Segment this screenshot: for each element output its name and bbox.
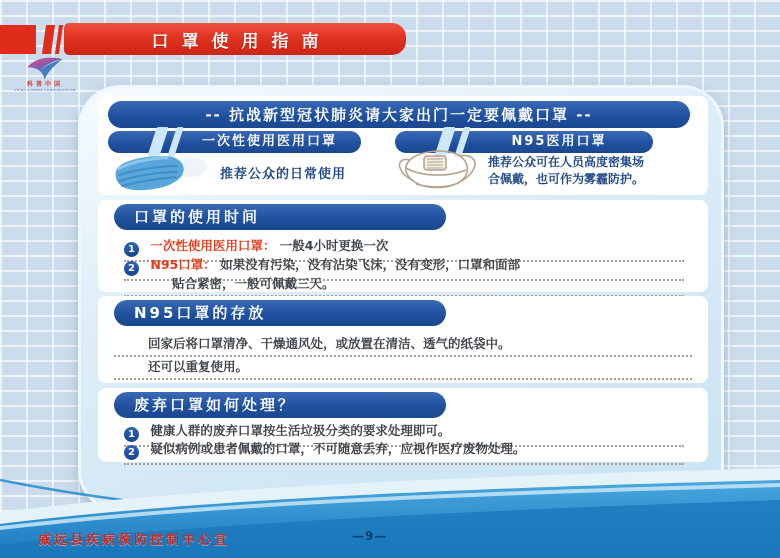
header-red-stripe-thin	[55, 25, 63, 54]
disposal-item-1-text: 健康人群的废弃口罩按生活垃圾分类的要求处理即可。	[150, 423, 451, 438]
page-title: 口罩使用指南	[151, 31, 332, 52]
usage-item-1-text: 一般4小时更换一次	[279, 238, 389, 253]
card-usage-time	[98, 200, 708, 292]
usage-item-2-label: N95口罩：	[150, 257, 216, 272]
mask-type-label: N95医用口罩	[511, 134, 607, 149]
disposable-mask-caption: 推荐公众的日常使用	[220, 167, 347, 182]
storage-line-1: 回家后将口罩清净、干燥通风处，或放置在清洁、透气的纸袋中。	[114, 334, 692, 357]
logo-name: 科普中国	[26, 81, 63, 88]
campaign-banner-text: -- 抗战新型冠状肺炎请大家出门一定要佩戴口罩 --	[205, 106, 593, 124]
card-n95-storage	[98, 296, 708, 383]
mask-type-pill-disposable	[108, 131, 361, 153]
usage-item-1-label: 一次性使用医用口罩：	[150, 238, 276, 253]
section-title-disposal: 废弃口罩如何处理？	[114, 392, 446, 418]
logo-subtitle: CHINA SCIENCE COMMUNICATION	[14, 88, 76, 92]
item-number-badge: 1	[124, 427, 139, 442]
card-disposal	[98, 388, 708, 462]
item-number-badge: 2	[124, 261, 139, 276]
usage-item-2-text: 如果没有污染，没有沾染飞沫，没有变形，口罩和面部	[220, 257, 521, 272]
disposal-item-2-text: 疑似病例或患者佩戴的口罩，不可随意丢弃，应视作医疗废物处理。	[150, 441, 526, 456]
n95-caption-line1: 推荐公众可在人员高度密集场	[488, 155, 645, 169]
page-title-banner	[64, 23, 406, 55]
n95-caption-line2: 合佩戴，也可作为雾霾防护。	[488, 172, 645, 186]
kepu-china-logo	[14, 55, 76, 101]
page-number: —9—	[352, 529, 388, 543]
item-number-badge: 1	[124, 242, 139, 257]
n95-mask-caption	[488, 154, 644, 188]
item-number-badge: 2	[124, 445, 139, 460]
campaign-banner	[108, 101, 690, 128]
n95-mask-illustration	[396, 146, 482, 192]
usage-item-2-continued: 贴合紧密，一般可佩戴三天。	[124, 274, 684, 297]
mask-type-label: 一次性使用医用口罩	[201, 134, 337, 149]
storage-line-2: 还可以重复使用。	[114, 357, 692, 380]
swoosh-bird-icon	[23, 55, 67, 81]
header-red-block	[0, 25, 36, 54]
header-red-stripe	[42, 25, 55, 54]
surgical-mask-illustration	[110, 152, 210, 192]
section-title-n95-storage: N95口罩的存放	[114, 300, 446, 326]
publisher-credit: 威远县疾病预防控制中心宣	[38, 533, 231, 548]
card-mask-types	[98, 96, 708, 195]
section-title-usage-time: 口罩的使用时间	[114, 204, 446, 230]
